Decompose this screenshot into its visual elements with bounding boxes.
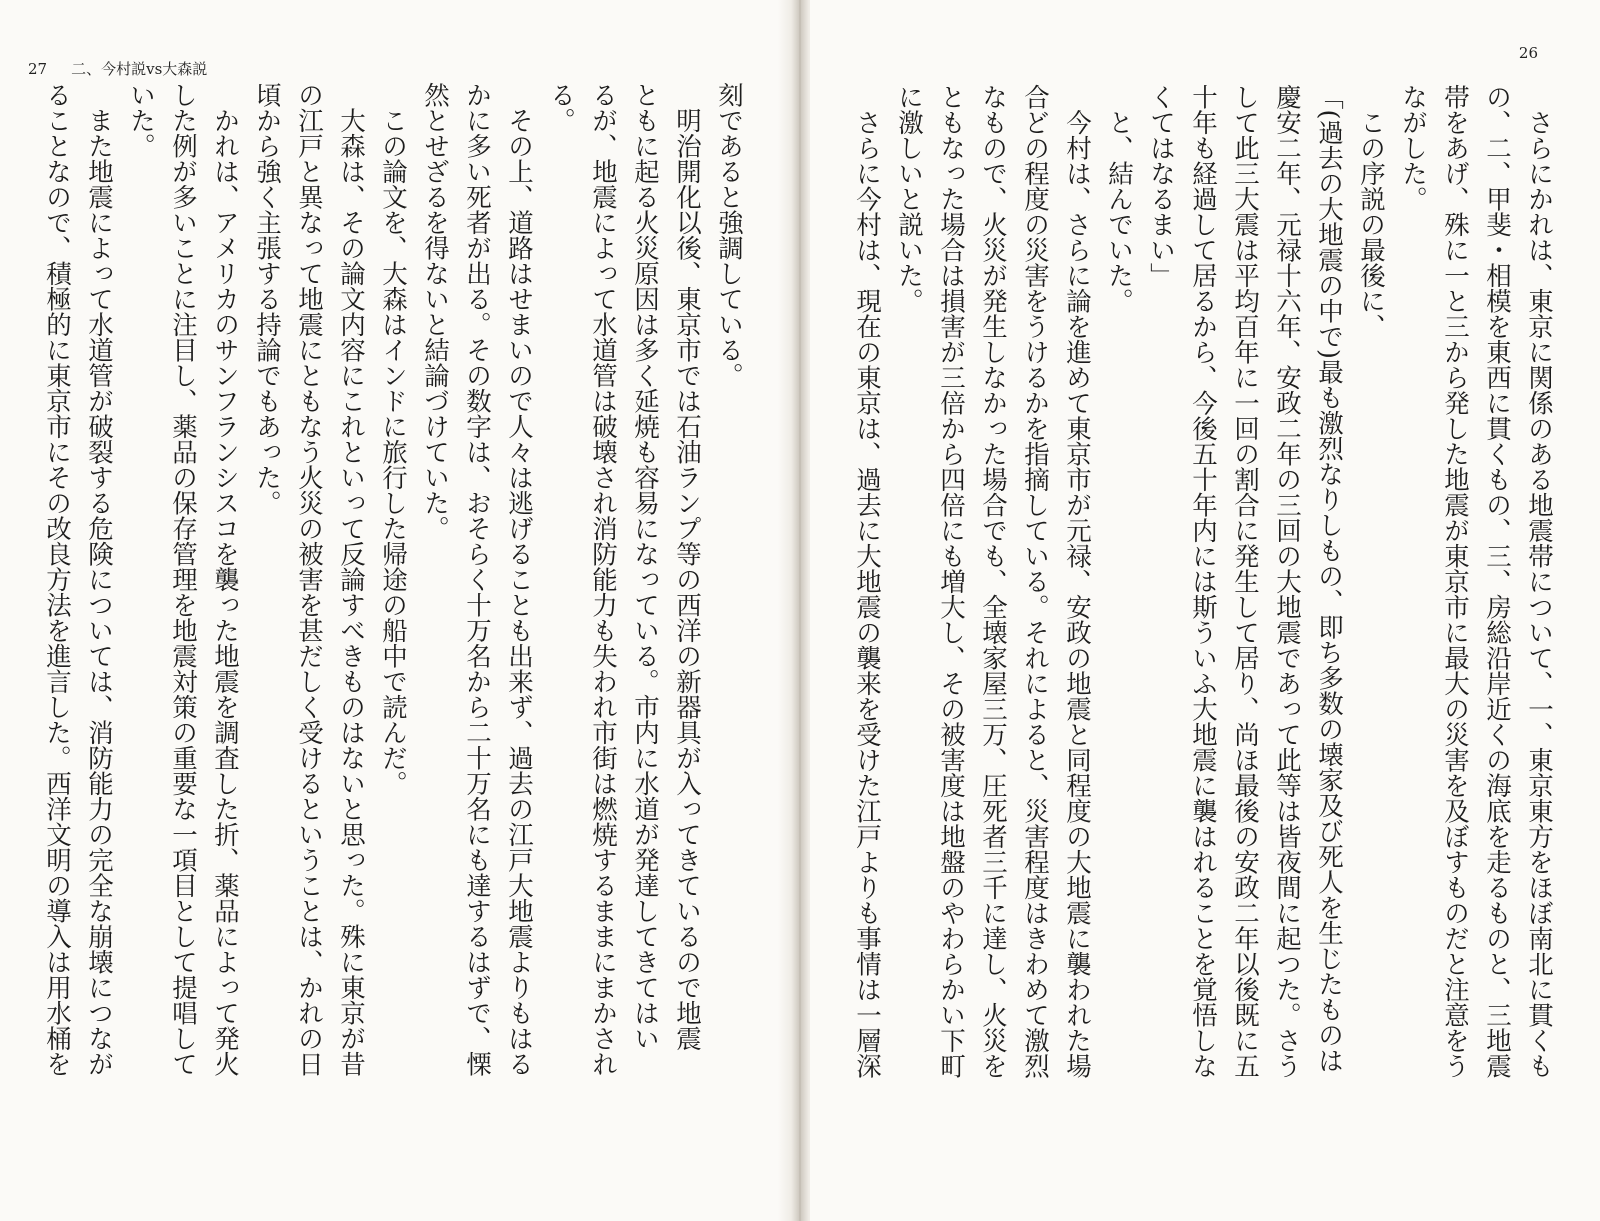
text-line: ともに起る火災原因は多く延焼も容易になっている。市内に水道が発達してきてはい bbox=[630, 82, 660, 1051]
text-line: さらにかれは、東京に関係のある地震帯について、一、東京東方をほぼ南北に貫くも bbox=[1524, 84, 1554, 1079]
text-line: して此三大震は平均百年に一回の割合に発生して居り、尚ほ最後の安政二年以後既に五 bbox=[1230, 84, 1260, 1079]
text-line: なもので、火災が発生しなかった場合でも、全壊家屋三万、圧死者三千に達し、火災を bbox=[978, 84, 1008, 1079]
left-page-header bbox=[28, 58, 207, 79]
text-line: と、結んでいた。 bbox=[1104, 84, 1134, 314]
text-line: 帯をあげ、殊に一と三から発した地震が東京市に最大の災害を及ぼすものだと注意をう bbox=[1440, 84, 1470, 1079]
text-line: 十年も経過して居るから、今後五十年内には斯ういふ大地震に襲はれることを覚悟しな bbox=[1188, 84, 1218, 1079]
text-line: 大森は、その論文内容にこれといって反論すべきものはないと思った。殊に東京が昔 bbox=[336, 82, 366, 1077]
running-head: 二、今村説vs大森説 bbox=[71, 60, 208, 78]
text-line: るが、地震によって水道管は破壊され消防能力も失われ市街は燃焼するままにまかされ bbox=[588, 82, 618, 1077]
text-line: この序説の最後に、 bbox=[1356, 84, 1386, 339]
text-line: 刻であると強調している。 bbox=[714, 82, 744, 388]
right-page-number: 26 bbox=[1518, 44, 1538, 62]
text-line: さらに今村は、現在の東京は、過去に大地震の襲来を受けた江戸よりも事情は一層深 bbox=[852, 84, 882, 1079]
text-line: その上、道路はせまいので人々は逃げることも出来ず、過去の江戸大地震よりもはる bbox=[504, 82, 534, 1077]
text-line: の江戸と異なって地震にともなう火災の被害を甚だしく受けるということは、かれの日 bbox=[294, 82, 324, 1077]
text-line: この論文を、大森はインドに旅行した帰途の船中で読んだ。 bbox=[378, 82, 408, 796]
text-line: した例が多いことに注目し、薬品の保存管理を地震対策の重要な一項目として提唱して bbox=[168, 82, 198, 1077]
text-line: また地震によって水道管が破裂する危険については、消防能力の完全な崩壊につなが bbox=[84, 82, 114, 1077]
right-page bbox=[810, 0, 1600, 1221]
text-line: いた。 bbox=[126, 82, 156, 159]
text-line: 明治開化以後、東京市では石油ランプ等の西洋の新器具が入ってきているので地震 bbox=[672, 82, 702, 1051]
text-line: 慶安二年、元禄十六年、安政二年の三回の大地震であって此等は皆夜間に起つた。さう bbox=[1272, 84, 1302, 1079]
text-line: 然とせざるを得ないと結論づけていた。 bbox=[420, 82, 450, 541]
right-page-body bbox=[815, 84, 1560, 1204]
text-line: ともなった場合は損害が三倍から四倍にも増大し、その被害度は地盤のやわらかい下町 bbox=[936, 84, 966, 1079]
text-line: くてはなるまい」 bbox=[1146, 84, 1176, 288]
text-line: ながした。 bbox=[1398, 84, 1428, 212]
text-line: ることなので、積極的に東京市にその改良方法を進言した。西洋文明の導入は用水桶を bbox=[42, 82, 72, 1077]
left-page-number: 27 bbox=[28, 60, 48, 78]
text-line: の、二、甲斐・相模を東西に貫くもの、三、房総沿岸近くの海底を走るものと、三地震 bbox=[1482, 84, 1512, 1079]
left-page-body bbox=[20, 82, 750, 1202]
text-line: 「(過去の大地震の中で)最も激烈なりしもの、即ち多数の壊家及び死人を生じたものは bbox=[1314, 84, 1344, 1073]
text-line: に激しいと説いた。 bbox=[894, 84, 924, 314]
text-line: 今村は、さらに論を進めて東京市が元禄、安政の地震と同程度の大地震に襲われた場 bbox=[1062, 84, 1092, 1079]
text-line: かに多い死者が出る。その数字は、おそらく十万名から二十万名にも達するはずで、慄 bbox=[462, 82, 492, 1077]
text-line: る。 bbox=[546, 82, 576, 133]
text-line: 頃から強く主張する持論でもあった。 bbox=[252, 82, 282, 516]
text-line: かれは、アメリカのサンフランシスコを襲った地震を調査した折、薬品によって発火 bbox=[210, 82, 240, 1077]
text-line: 合どの程度の災害をうけるかを指摘している。それによると、災害程度はきわめて激烈 bbox=[1020, 84, 1050, 1079]
left-page bbox=[0, 0, 790, 1221]
